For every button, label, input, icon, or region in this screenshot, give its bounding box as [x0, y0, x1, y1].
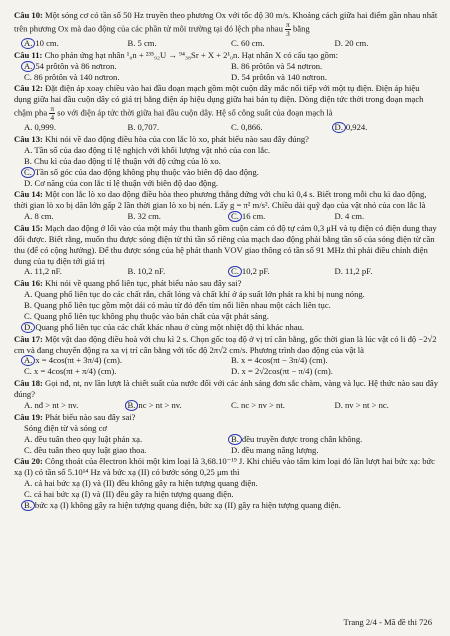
answer-circle: C. [228, 266, 242, 277]
answer-circle: D. [332, 122, 346, 133]
question-15 [14, 223, 438, 277]
question-16 [14, 278, 438, 332]
options [14, 38, 438, 49]
option-a[interactable]: A. 8 cm. [24, 211, 54, 222]
question-label: Câu 10: [14, 10, 43, 20]
question-label: Câu 13: [14, 134, 43, 145]
answer-circle: B. [228, 434, 242, 445]
question-11 [14, 50, 438, 83]
question-label: Câu 18: [14, 378, 43, 389]
option-b[interactable]: B. nc > nt > nv. [128, 400, 232, 411]
options [14, 61, 438, 83]
option-c[interactable]: C. Tần số góc của dao động không phụ thuộc vào biên độ dao động. [14, 167, 438, 178]
question-label: Câu 20: [14, 456, 43, 467]
answer-circle: A. [21, 38, 35, 49]
option-c[interactable]: C. 60 cm. [231, 37, 265, 48]
option-b[interactable]: B. Quang phổ liên tục gồm một dải có màu từ đỏ đến tím nối liền nhau một cách liên tục. [24, 300, 331, 311]
option-a[interactable]: A. x = 4cos(πt + 3π/4) (cm). [24, 355, 231, 366]
option-b[interactable]: B. 10,2 nF. [127, 266, 166, 277]
question-text: Gọi nđ, nt, nv lần lượt là chiết suất của nước đối với các ánh sáng đơn sắc chàm, vàng và lục. Hệ thức nào sau đây đúng? [14, 378, 439, 400]
option-c[interactable]: C. x = 4cos(πt + π/4) (cm). [24, 366, 117, 377]
answer-circle: C. [21, 167, 35, 178]
answer-circle: D. [21, 322, 35, 333]
options [14, 400, 438, 411]
question-label: Câu 14: [14, 189, 43, 200]
option-a[interactable]: A. đều tuân theo quy luật phản xạ. [24, 433, 143, 444]
question-text: Công thoát của êlectron khỏi một kim loại là 3,68.10⁻¹⁹ J. Khi chiếu vào tấm kim loại đó lần lượt hai bức xạ: bức xạ (I) có tần số 5.10¹⁴ Hz và bức xạ (II) có bước sóng 0,25 μm thì [14, 456, 436, 478]
option-c[interactable]: C. 0,866. [231, 122, 263, 133]
options [14, 211, 438, 222]
question-label: Câu 17: [14, 333, 43, 344]
option-a[interactable]: A. 54 prôtôn và 86 nơtron. [24, 61, 231, 72]
option-d[interactable]: D. x = 2√2cos(πt − π/4) (cm). [231, 366, 333, 377]
question-18 [14, 378, 438, 411]
question-label: Câu 11: [14, 49, 43, 60]
question-text: Khi nói về dao động điều hòa của con lắc lò xo, phát biểu nào sau đây đúng? [42, 134, 309, 145]
option-c[interactable]: C. Quang phổ liên tục không phụ thuộc vào bản chất của vật phát sáng. [24, 310, 269, 321]
option-a[interactable]: A. 0,999. [24, 122, 56, 133]
option-b[interactable]: B. đều truyền được trong chân không. [231, 434, 438, 445]
question-label: Câu 12: [14, 83, 43, 94]
fraction: $\frac{\pi}{4}$ [50, 104, 55, 123]
question-14 [14, 189, 438, 222]
option-a[interactable]: A. cả hai bức xạ (I) và (II) đều không gây ra hiện tượng quang điện. [24, 478, 258, 489]
option-d[interactable]: D. nv > nt > nc. [334, 399, 389, 410]
question-12: Câu 12: Đặt điện áp xoay chiều vào hai đầu đoạn mạch gồm một cuộn dây mắc nối tiếp với một tụ điện. Điện áp hiệu dụng giữa hai đầu cuộn dây có giá trị bằng điện áp hiệu dụng giữa hai bản tụ điện. Dòng điện tức thời trong đoạn mạch chậm pha $\frac{\pi}{4}$ so với điện áp tức thời giữa hai đầu cuộn dây. Hệ số công suất của đoạn mạch là A. 0,999. B. 0,707. C. 0,866. D. 0,924. [14, 83, 438, 133]
option-b[interactable]: B. x = 4cos(πt − 3π/4) (cm). [231, 355, 328, 366]
question-text: Đặt điện áp xoay chiều vào hai đầu đoạn mạch gồm một cuộn dây mắc nối tiếp với một tụ điện. Điện áp hiệu dụng giữa hai đầu cuộn dây có giá trị bằng điện áp hiệu dụng giữa hai bản tụ điện. Dòng điện tức thời trong đoạn mạch chậm pha [14, 83, 424, 118]
question-13 [14, 134, 438, 188]
option-d[interactable]: D. 4 cm. [334, 211, 365, 222]
question-lead: Sóng điện từ và sóng cơ [24, 422, 107, 433]
option-d[interactable]: D. 54 prôtôn và 140 nơtron. [231, 71, 327, 82]
question-10: Câu 10: Một sóng cơ có tần số 50 Hz truyền theo phương Ox với tốc độ 30 m/s. Khoảng cách giữa hai điểm gần nhau nhất trên phương Ox mà dao động của các phần tử môi trường tại đó lệch pha nhau $\frac{\pi}{3}$ bằng A. 10 cm. B. 5 cm. C. 60 cm. D. 20 cm. [14, 10, 438, 48]
option-a[interactable]: A. 10 cm. [24, 38, 128, 49]
option-b[interactable]: B. Chu kì của dao động tỉ lệ thuận với độ cứng của lò xo. [24, 155, 221, 166]
options [14, 434, 438, 456]
fraction: $\frac{\pi}{3}$ [286, 19, 290, 38]
option-b[interactable]: B. 0,707. [127, 122, 160, 133]
option-b[interactable]: B. 5 cm. [127, 37, 157, 48]
option-c[interactable]: C. 10,2 pF. [231, 266, 335, 277]
question-text: Một sóng cơ có tần số 50 Hz truyền theo phương Ox với tốc độ 30 m/s. Khoảng cách giữa hai điểm gần nhau nhất trên phương Ox mà dao động của các phần tử môi trường tại đó lệch pha nhau [14, 10, 438, 34]
question-text: Một vật dao động điều hoà với chu kì 2 s. Chọn gốc toạ độ ở vị trí cân bằng, gốc thời gian là lúc vật có li độ −2√2 cm và đang chuyển động ra xa vị trí cân bằng với tốc độ 2π√2 cm/s. Phương trình dao động của vật là [14, 333, 437, 355]
question-text: Cho phản ứng hạt nhân ¹₀n + ²³⁵₉₂U → ⁹⁴₃₈Sr + X + 2¹₀n. Hạt nhân X có cấu tạo gồm: [42, 49, 339, 60]
options [14, 122, 438, 133]
answer-circle: C. [228, 211, 242, 222]
question-label: Câu 15: [14, 223, 43, 234]
answer-circle: A. [21, 355, 35, 366]
question-17 [14, 334, 438, 377]
option-b[interactable]: B. 86 prôtôn và 54 nơtron. [231, 60, 323, 71]
option-c[interactable]: C. đều tuân theo quy luật giao thoa. [24, 444, 147, 455]
option-d[interactable]: D. đều mang năng lượng. [231, 444, 319, 455]
option-c[interactable]: C. cả hai bức xạ (I) và (II) đều gây ra hiện tượng quang điện. [24, 488, 234, 499]
question-text: Mạch dao động ở lối vào của một máy thu thanh gồm cuộn cảm có độ tự cảm 0,3 μH và tụ điện có điện dung thay đổi được. Biết rằng, muốn thu được sóng điện từ thì tần số riêng của mạch dao động phải bằng tần số của sóng điện từ cần thu (để có cộng hưởng). Để thu được sóng của hệ phát thanh VOV giao thông có tần số 91 MHz thì phải điều chỉnh điện dung của tụ điện tới giá trị [14, 223, 437, 266]
options [14, 355, 438, 377]
answer-circle: A. [21, 61, 35, 72]
option-d[interactable]: D. 0,924. [335, 122, 439, 133]
options [14, 266, 438, 277]
question-19 [14, 412, 438, 455]
option-a[interactable]: A. nđ > nt > nv. [24, 399, 79, 410]
question-20 [14, 456, 438, 510]
option-d[interactable]: D. Cơ năng của con lắc tỉ lệ thuận với biên độ dao động. [24, 177, 219, 188]
option-b[interactable]: B. 32 cm. [127, 211, 161, 222]
question-text: Khi nói về quang phổ liên tục, phát biểu nào sau đây sai? [42, 278, 242, 289]
option-c[interactable]: C. 86 prôtôn và 140 nơtron. [24, 71, 120, 82]
answer-circle: B. [125, 400, 139, 411]
answer-circle: B. [21, 500, 35, 511]
option-d[interactable]: D. 20 cm. [334, 37, 369, 48]
option-c[interactable]: C. nc > nv > nt. [231, 399, 285, 410]
question-label: Câu 19: [14, 411, 43, 422]
option-a[interactable]: A. 11,2 nF. [24, 266, 62, 277]
option-a[interactable]: A. Quang phổ liên tục do các chất rắn, chất lỏng và chất khí ở áp suất lớn phát ra khi bị nung nóng. [24, 289, 365, 300]
option-a[interactable]: A. Tần số của dao động tỉ lệ nghịch với khối lượng vật nhỏ của con lắc. [24, 144, 271, 155]
option-d[interactable]: D. 11,2 pF. [334, 266, 373, 277]
option-c[interactable]: C. 16 cm. [231, 211, 335, 222]
question-label: Câu 16: [14, 278, 43, 289]
question-text: Một con lắc lò xo dao động điều hòa theo phương thẳng đứng với chu kì 0,4 s. Biết trong mỗi chu kì dao động, thời gian lò xo bị dãn lớn gấp 2 lần thời gian lò xo bị nén. Lấy g = π² m/s². Chiều dài quỹ đạo của vật nhỏ của con lắc là [14, 189, 427, 211]
question-text: Phát biểu nào sau đây sai? [42, 411, 136, 422]
option-d[interactable]: D. Quang phổ liên tục của các chất khác nhau ở cùng một nhiệt độ thì khác nhau. [14, 322, 438, 333]
page-footer: Trang 2/4 - Mã đề thi 726 [343, 617, 432, 628]
option-b[interactable]: B. bức xạ (I) không gây ra hiện tượng quang điện, bức xạ (II) gây ra hiện tượng quang điện. [14, 500, 438, 511]
